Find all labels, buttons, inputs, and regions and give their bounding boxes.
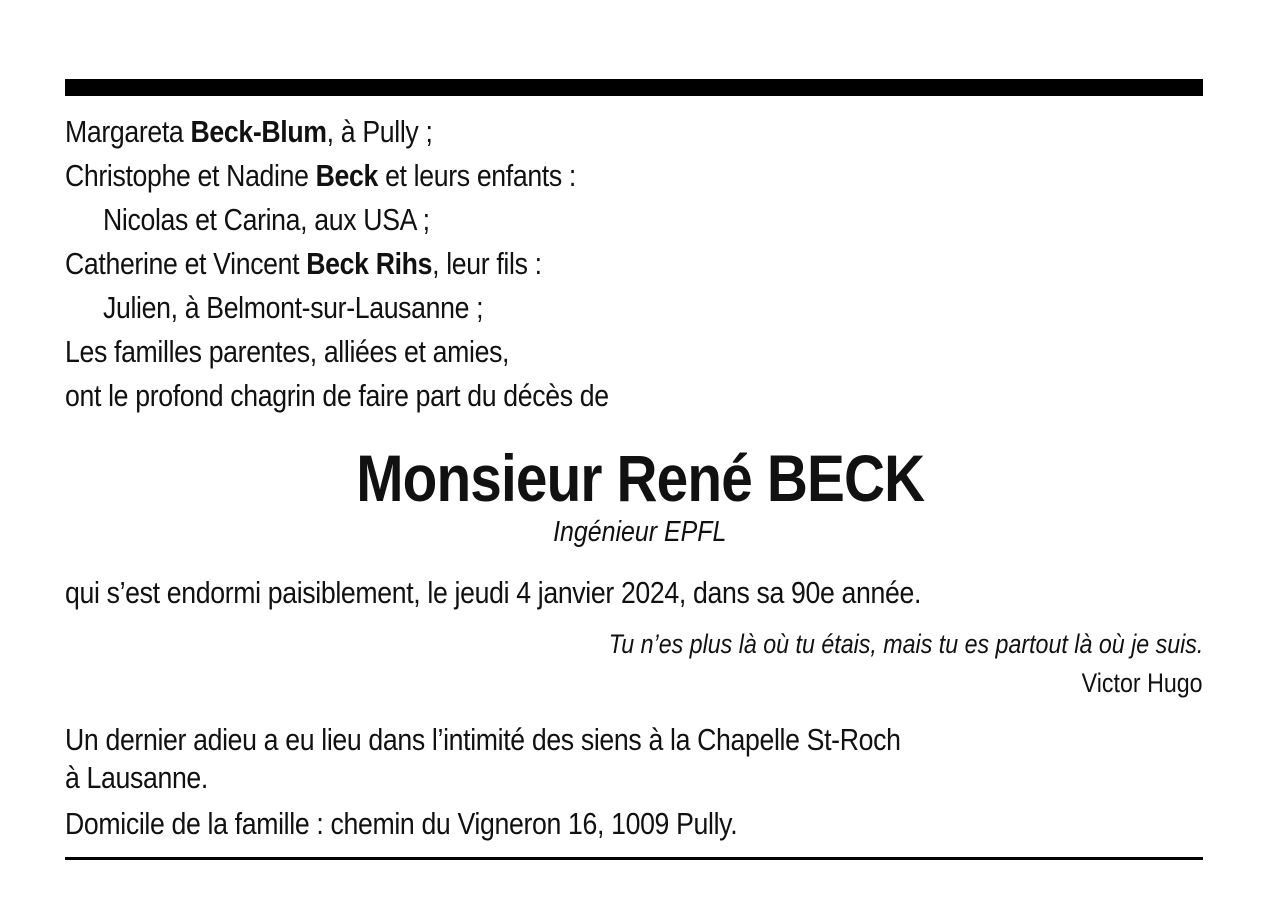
family-line-4 <box>65 246 542 282</box>
quote-text: Tu n’es plus là où tu étais, mais tu es partout là où je suis. <box>608 629 1203 659</box>
ceremony-line-1: Un dernier adieu a eu lieu dans l’intimité des siens à la Chapelle St-Roch <box>65 722 901 757</box>
quote-author: Victor Hugo <box>1082 668 1203 698</box>
family-line-4-text: Catherine et Vincent <box>65 246 307 281</box>
family-line-5: Julien, à Belmont-sur-Lausanne ; <box>103 290 484 325</box>
family-line-2-surname: Beck <box>315 158 379 193</box>
deceased-title-text: Ingénieur EPFL <box>553 516 727 548</box>
deceased-name <box>0 440 1280 516</box>
family-line-1-surname: Beck-Blum <box>190 114 327 149</box>
ceremony-line-2: à Lausanne. <box>65 760 208 795</box>
family-line-4-surname: Beck Rihs <box>306 246 433 281</box>
bottom-rule <box>65 857 1203 860</box>
family-address: Domicile de la famille : chemin du Vigneron 16, 1009 Pully. <box>65 806 738 841</box>
family-line-2-suffix: et leurs enfants : <box>378 158 576 193</box>
family-line-7: ont le profond chagrin de faire part du décès de <box>65 378 609 413</box>
deceased-name-text: Monsieur René BECK <box>356 441 924 515</box>
family-line-1 <box>65 114 433 150</box>
family-line-1-text: Margareta <box>65 114 191 149</box>
family-line-1-suffix: , à Pully ; <box>326 114 433 149</box>
family-line-2 <box>65 158 576 194</box>
death-notice: qui s’est endormi paisiblement, le jeudi 4 janvier 2024, dans sa 90e année. <box>65 575 922 610</box>
top-rule <box>65 79 1203 96</box>
family-line-2-text: Christophe et Nadine <box>65 158 316 193</box>
family-line-4-suffix: , leur fils : <box>432 246 542 281</box>
family-line-3: Nicolas et Carina, aux USA ; <box>103 202 430 237</box>
family-line-6: Les familles parentes, alliées et amies, <box>65 334 510 369</box>
deceased-title <box>0 515 1280 549</box>
